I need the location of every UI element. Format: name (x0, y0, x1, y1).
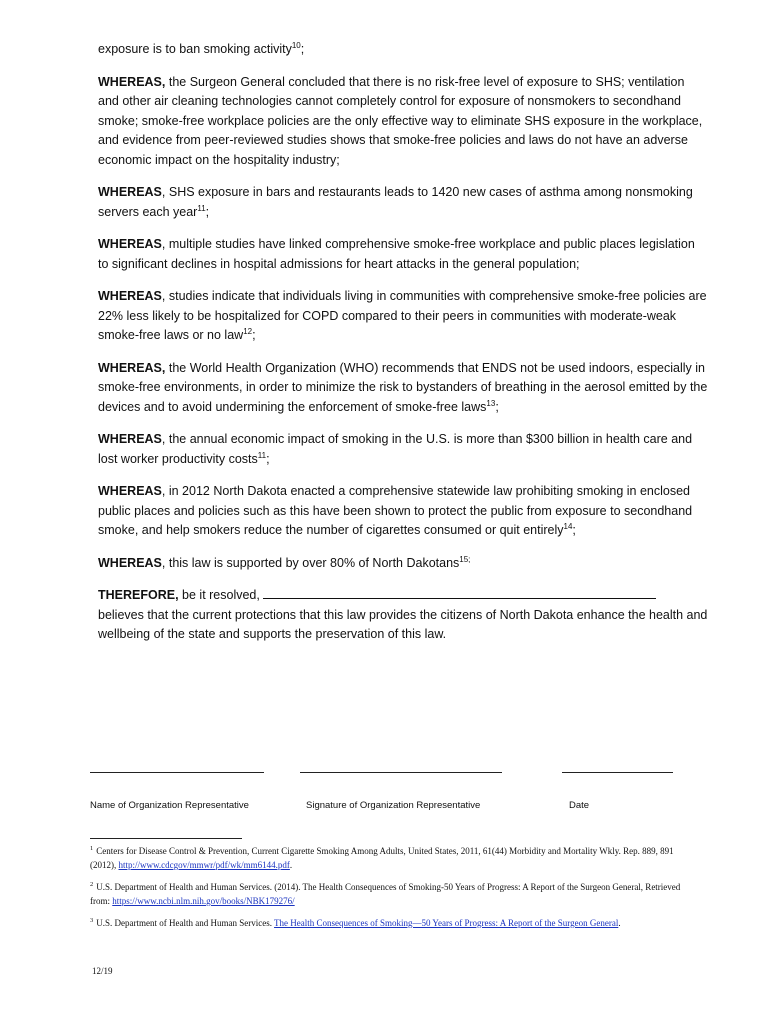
footnote-3-link[interactable]: The Health Consequences of Smoking—50 Years of Progress: A Report of the Surgeon General (274, 918, 619, 928)
signature-label: Signature of Organization Representative (306, 800, 481, 811)
date-label: Date (569, 800, 590, 811)
paragraph-2: WHEREAS, the Surgeon General concluded that there is no risk-free level of exposure to SHS; ventilation and other air cleaning technologies cannot completely control for exposure of nonsmokers to secondhand smoke; smoke-free workplace policies are the only effective way to eliminate SHS exposure in the workplace, and evidence from peer-reviewed studies shows that smoke-free policies and laws do not have an adverse economic impact on the hospitality industry; (98, 74, 703, 167)
paragraph-3: WHEREAS, SHS exposure in bars and restaurants leads to 1420 new cases of asthma among nonsmoking servers each year$^{11}$; (98, 185, 693, 219)
paragraph-7: WHEREAS, the annual economic impact of smoking in the U.S. is more than $300 billion in health care and lost worker productivity costs$^{11}$; (98, 432, 693, 466)
resolution-body (98, 40, 708, 658)
name-signature-line[interactable] (90, 772, 264, 773)
paragraph-6: WHEREAS, the World Health Organization (WHO) recommends that ENDS not be used indoors, especially in smoke-free environments, in order to minimize the risk to bystanders of breathing in the aerosol emitted by the devices and to avoid undermining the enforcement of smoke-free laws$^{13}$; (98, 360, 708, 414)
footnote-3: $^3$ U.S. Department of Health and Human Services. The Health Consequences of Smoking—50 Years of Progress: A Report of the Surgeon General. (90, 917, 621, 928)
paragraph-5: WHEREAS, studies indicate that individuals living in communities with comprehensive smoke-free policies are 22% less likely to be hospitalized for COPD compared to their peers in communities with moderate-weak smoke-free laws or no law$^{12}$; (98, 289, 707, 342)
footnote-2-link[interactable]: https://www.ncbi.nlm.nih.gov/books/NBK179276/ (112, 896, 295, 906)
paragraph-1: exposure is to ban smoking activity$^{10}$; (98, 40, 305, 56)
footnote-1-link[interactable]: http://www.cdcgov/mmwr/pdf/wk/mm6144.pdf (118, 860, 290, 870)
paragraph-9: WHEREAS, this law is supported by over 80% of North Dakotans$^{15;}$ (98, 554, 471, 570)
page-footer-date: 12/19 (92, 966, 113, 976)
paragraph-8: WHEREAS, in 2012 North Dakota enacted a comprehensive statewide law prohibiting smoking in enclosed public places and policies such as this have been shown to protect the public from exposure to secondhand smoke, and help smokers reduce the number of cigarettes consumed or quit entirely$^{14}$; (98, 484, 693, 537)
organization-name-blank[interactable] (263, 586, 656, 599)
therefore-paragraph: THEREFORE, be it resolved, believes that the current protections that this law provides the citizens of North Dakota enhance the health and wellbeing of the state and supports the preservation of this law. (98, 588, 708, 641)
paragraph-4: WHEREAS, multiple studies have linked comprehensive smoke-free workplace and public places legislation to significant declines in hospital admissions for heart attacks in the general population; (98, 237, 695, 271)
footnote-2: $^2$ U.S. Department of Health and Human Services. (2014). The Health Consequences of Smoking-50 Years of Progress: A Report of the Surgeon General, Retrieved from: https://www.ncbi.nlm.nih.gov/books/NBK179276/ (90, 881, 681, 906)
signature-line[interactable] (300, 772, 502, 773)
name-label: Name of Organization Representative (90, 800, 249, 811)
footnote-separator (90, 838, 242, 839)
date-signature-line[interactable] (562, 772, 673, 773)
footnote-1: $^1$ Centers for Disease Control & Prevention, Current Cigarette Smoking Among Adults, United States, 2011, 61(44) Morbidity and Mortality Wkly. Rep. 889, 891 (2012), http://www.cdcgov/mmwr/pdf/wk/mm6144.pdf. (90, 845, 674, 870)
